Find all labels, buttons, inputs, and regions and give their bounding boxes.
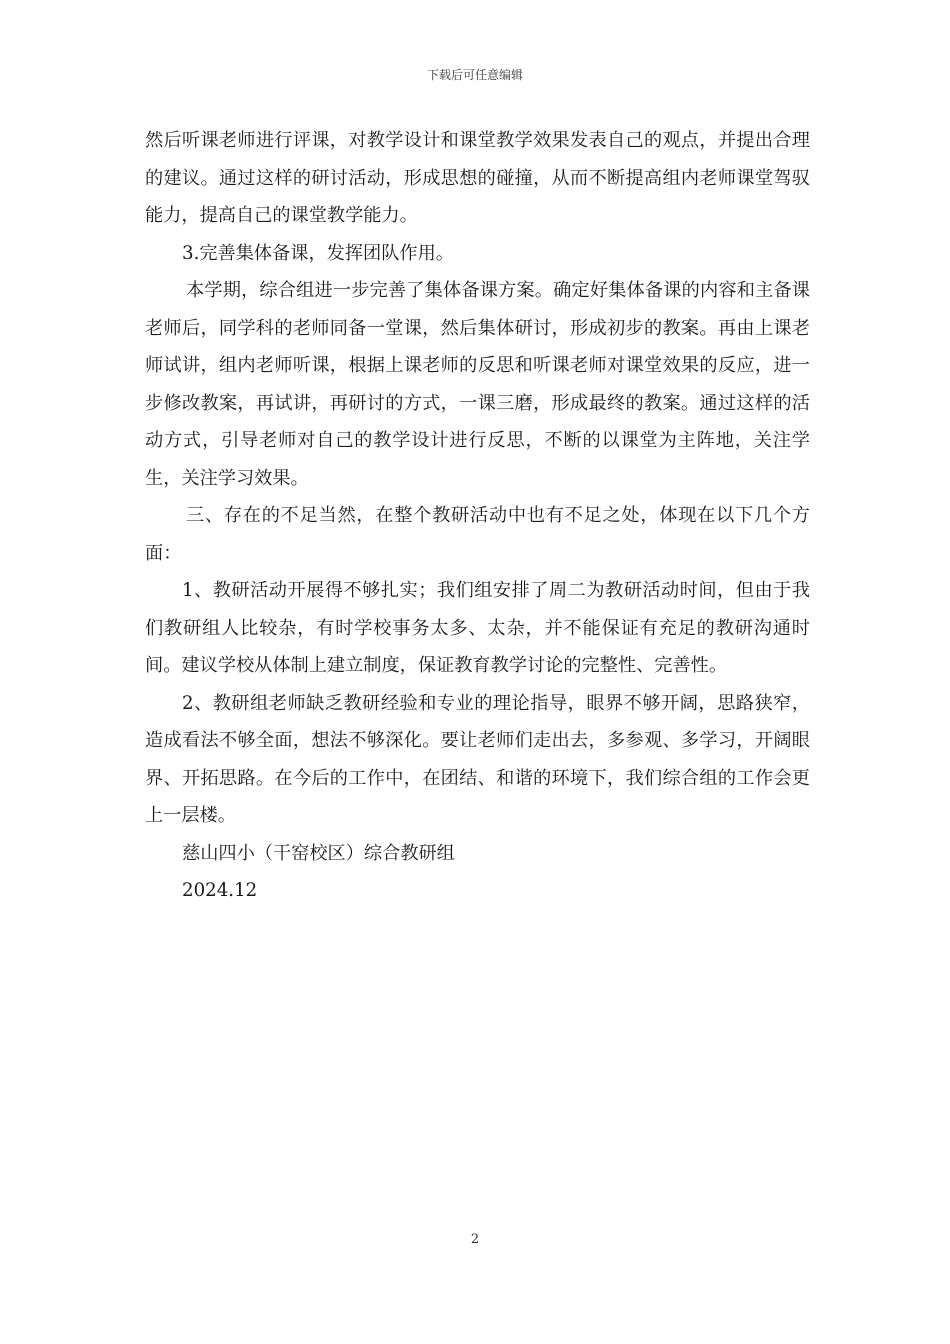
document-date: 2024.12 bbox=[182, 880, 258, 901]
paragraph-collective-prep: 本学期，综合组进一步完善了集体备课方案。确定好集体备课的内容和主备课老师后，同学科的老师同备一堂课，然后集体研讨，形成初步的教案。再由上课老师试讲，组内老师听课，根据上课老师的反思和听课老师对课堂效果的反应，进一步修改教案，再试讲，再研讨的方式，一课三磨，形成最终的教案。通过这样的活动方式，引导老师对自己的教学设计进行反思，不断的以课堂为主阵地，关注学生，关注学习效果。 bbox=[145, 280, 810, 489]
paragraph-shortcomings-intro: 三、存在的不足当然，在整个教研活动中也有不足之处，体现在以下几个方面： bbox=[145, 505, 810, 564]
paragraph-evaluation: 然后听课老师进行评课，对教学设计和课堂教学效果发表自己的观点，并提出合理的建议。通过这样的研讨活动，形成思想的碰撞，从而不断提高组内老师课堂驾驭能力，提高自己的课堂教学能力。 bbox=[145, 130, 810, 226]
paragraph-shortcoming-2: 2、教研组老师缺乏教研经验和专业的理论指导，眼界不够开阔，思路狭窄，造成看法不够全面，想法不够深化。要让老师们走出去，多参观、多学习，开阔眼界、开拓思路。在今后的工作中，在团结、和谐的环境下，我们综合组的工作会更上一层楼。 bbox=[145, 692, 810, 826]
paragraph-shortcoming-1: 1、教研活动开展得不够扎实；我们组安排了周二为教研活动时间，但由于我们教研组人比较杂，有时学校事务太多、太杂，并不能保证有充足的教研沟通时间。建议学校从体制上建立制度，保证教育教学讨论的完整性、完善性。 bbox=[145, 580, 810, 676]
page-number: 2 bbox=[470, 1232, 480, 1247]
section-heading-collective-prep: 3.完善集体备课，发挥团队作用。 bbox=[182, 242, 454, 264]
page-header: 下载后可任意编辑 bbox=[426, 68, 523, 82]
document-body bbox=[145, 122, 810, 910]
signature: 慈山四小（干窑校区）综合教研组 bbox=[182, 842, 455, 864]
